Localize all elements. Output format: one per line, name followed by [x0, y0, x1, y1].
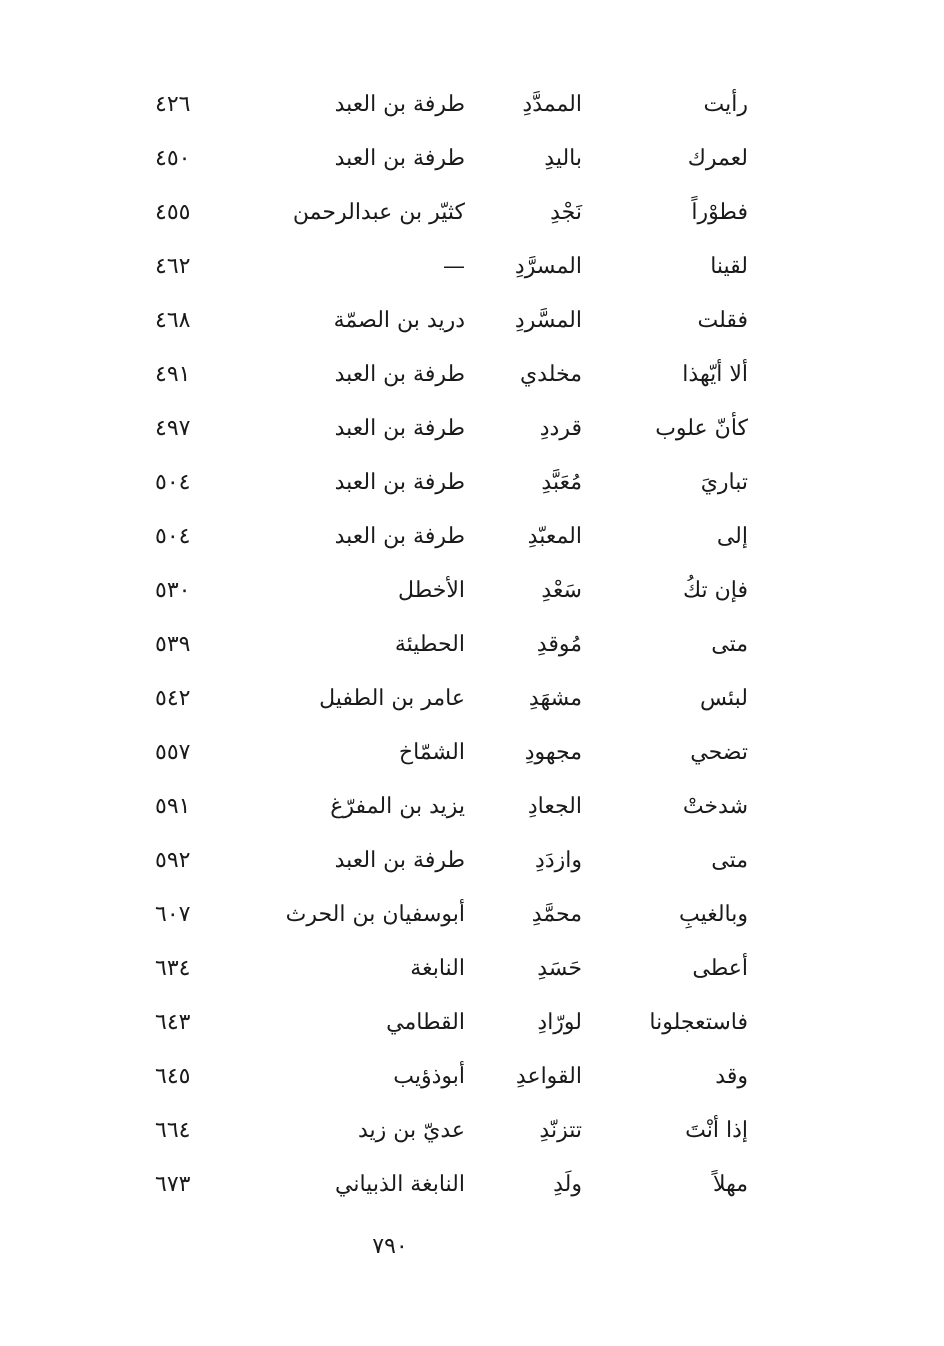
poet-name: طرفة بن العبد	[334, 470, 465, 495]
page-reference: ٦٤٥	[155, 1064, 191, 1089]
poet-name: —	[443, 254, 465, 279]
poet-name: الحطيئة	[394, 632, 465, 657]
table-row	[150, 834, 760, 888]
verse-opening: إذا أنْتَ	[685, 1118, 748, 1143]
page-reference: ٤٢٦	[155, 92, 191, 117]
page-reference: ٤٥٠	[155, 146, 191, 171]
poet-name: طرفة بن العبد	[334, 524, 465, 549]
page-reference: ٦٠٧	[155, 902, 191, 927]
rhyme-word: تتزنّدِ	[539, 1118, 582, 1143]
rhyme-word: لورّادِ	[537, 1010, 582, 1035]
table-row	[150, 402, 760, 456]
page-reference: ٥٣٩	[155, 632, 191, 657]
verse-opening: فاستعجلونا	[649, 1010, 748, 1035]
table-row	[150, 240, 760, 294]
rhyme-word: مجهودِ	[524, 740, 582, 765]
poet-name: يزيد بن المفرّغ	[330, 794, 465, 819]
verse-opening: وقد	[715, 1064, 748, 1089]
poet-name: القطامي	[386, 1010, 465, 1035]
rhyme-word: مخلدي	[519, 362, 582, 387]
rhyme-word: نَجْدِ	[550, 200, 582, 225]
poet-name: الشمّاخ	[398, 740, 465, 765]
verse-opening: تضحي	[690, 740, 748, 765]
page-reference: ٥٠٤	[155, 470, 191, 495]
rhyme-word: مُعَبَّدِ	[541, 470, 582, 495]
page-reference: ٥٤٢	[155, 686, 191, 711]
rhyme-word: قرددِ	[539, 416, 582, 441]
rhyme-word: المعبّدِ	[527, 524, 582, 549]
table-row	[150, 618, 760, 672]
verse-opening: ألا أيّهذا	[682, 362, 748, 387]
table-row	[150, 1104, 760, 1158]
table-row	[150, 672, 760, 726]
table-row	[150, 348, 760, 402]
rhyme-word: مُوقدِ	[536, 632, 582, 657]
table-row	[150, 510, 760, 564]
page-reference: ٤٦٢	[155, 254, 191, 279]
verse-index-table	[150, 78, 760, 1212]
rhyme-word: الجعادِ	[527, 794, 582, 819]
verse-opening: متى	[711, 632, 748, 657]
table-row	[150, 564, 760, 618]
rhyme-word: القواعدِ	[515, 1064, 582, 1089]
table-row	[150, 942, 760, 996]
table-row	[150, 780, 760, 834]
rhyme-word: ولَدِ	[553, 1172, 582, 1197]
table-row	[150, 726, 760, 780]
verse-opening: شدختْ	[682, 794, 748, 819]
verse-opening: فإن تكُ	[682, 578, 748, 603]
table-row	[150, 132, 760, 186]
page-reference: ٤٥٥	[155, 200, 191, 225]
poet-name: طرفة بن العبد	[334, 848, 465, 873]
rhyme-word: باليدِ	[544, 146, 582, 171]
verse-opening: رأيت	[703, 92, 748, 117]
page-reference: ٦٤٣	[155, 1010, 191, 1035]
page-reference: ٤٦٨	[155, 308, 191, 333]
poet-name: طرفة بن العبد	[334, 362, 465, 387]
verse-opening: مهلاً	[712, 1172, 748, 1197]
rhyme-word: وازدَدِ	[535, 848, 582, 873]
table-row	[150, 456, 760, 510]
verse-opening: لقينا	[710, 254, 748, 279]
verse-opening: لبئس	[699, 686, 748, 711]
table-row	[150, 888, 760, 942]
verse-opening: فطوْراً	[691, 200, 748, 225]
page-reference: ٤٩١	[155, 362, 191, 387]
table-row	[150, 996, 760, 1050]
verse-opening: لعمرك	[687, 146, 748, 171]
rhyme-word: مشهَدِ	[528, 686, 582, 711]
verse-opening: كأنّ علوب	[655, 416, 748, 441]
poet-name: عديّ بن زيد	[357, 1118, 465, 1143]
poet-name: دريد بن الصمّة	[333, 308, 465, 333]
verse-opening: وبالغيبِ	[678, 902, 748, 927]
poet-name: الأخطل	[398, 578, 465, 603]
rhyme-word: الممدَّدِ	[522, 92, 582, 117]
table-row	[150, 1158, 760, 1212]
rhyme-word: المسَّردِ	[514, 308, 582, 333]
table-row	[150, 78, 760, 132]
poet-name: كثيّر بن عبدالرحمن	[292, 200, 465, 225]
poet-name: طرفة بن العبد	[334, 416, 465, 441]
rhyme-word: المسرَّدِ	[514, 254, 582, 279]
poet-name: طرفة بن العبد	[334, 92, 465, 117]
verse-opening: متى	[711, 848, 748, 873]
page-reference: ٦٣٤	[155, 956, 191, 981]
verse-opening: تباريَ	[700, 470, 748, 495]
page-reference: ٦٧٣	[155, 1172, 191, 1197]
page-reference: ٥٩٢	[155, 848, 191, 873]
poet-name: أبوسفيان بن الحرث	[285, 902, 465, 927]
table-row	[150, 294, 760, 348]
poet-name: عامر بن الطفيل	[319, 686, 465, 711]
page-number: ٧٩٠	[372, 1234, 408, 1259]
poet-name: النابغة	[410, 956, 465, 981]
verse-opening: أعطى	[692, 956, 748, 981]
poet-name: النابغة الذبياني	[335, 1172, 465, 1197]
verse-opening: فقلت	[697, 308, 748, 333]
page-reference: ٦٦٤	[155, 1118, 191, 1143]
table-row	[150, 1050, 760, 1104]
page-reference: ٥٠٤	[155, 524, 191, 549]
poet-name: أبوذؤيب	[393, 1064, 465, 1089]
page-reference: ٤٩٧	[155, 416, 191, 441]
page-reference: ٥٣٠	[155, 578, 191, 603]
verse-opening: إلى	[716, 524, 748, 549]
page-reference: ٥٩١	[155, 794, 191, 819]
rhyme-word: محمَّدِ	[531, 902, 582, 927]
rhyme-word: حَسَدِ	[537, 956, 582, 981]
table-row	[150, 186, 760, 240]
poet-name: طرفة بن العبد	[334, 146, 465, 171]
rhyme-word: سَعْدِ	[541, 578, 582, 603]
page-reference: ٥٥٧	[155, 740, 191, 765]
